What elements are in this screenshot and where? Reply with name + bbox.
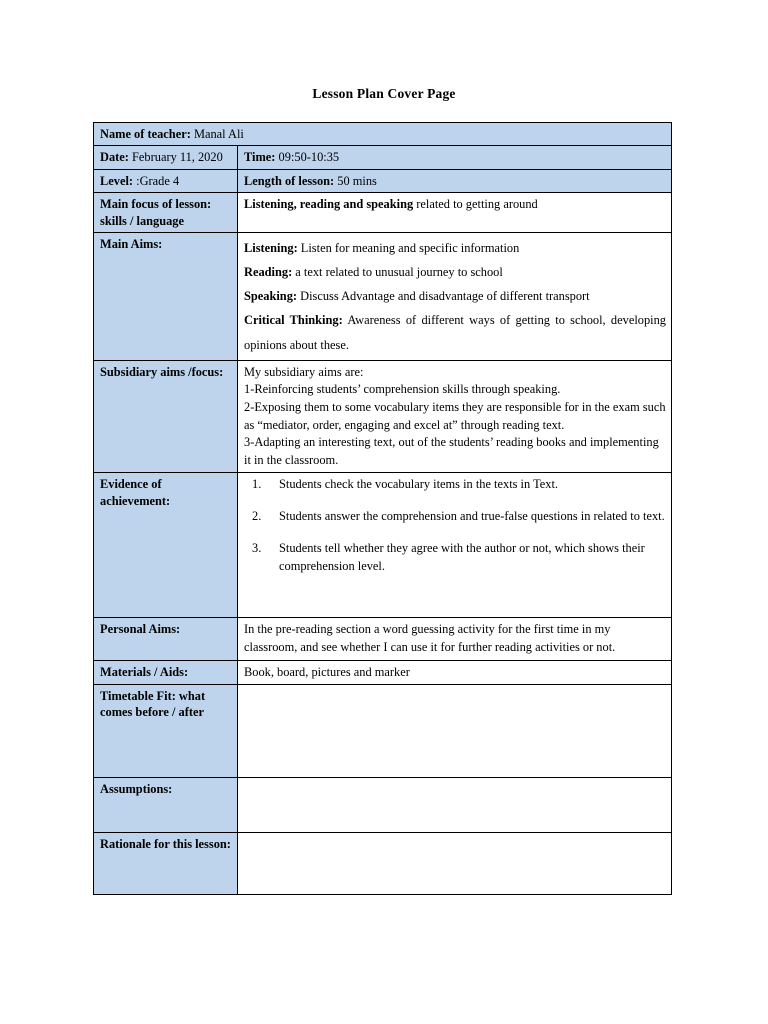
table-row-materials bbox=[94, 661, 672, 684]
table-row-teacher bbox=[94, 123, 672, 146]
lesson-plan-table bbox=[93, 122, 672, 895]
level-value: :Grade 4 bbox=[136, 173, 180, 188]
table-row-level-length bbox=[94, 169, 672, 192]
main-aims-item-text: Awareness of different ways of getting to school, developing opinions about these. bbox=[244, 313, 666, 352]
length-cell bbox=[238, 169, 672, 192]
rationale-label: Rationale for this lesson: bbox=[94, 832, 238, 894]
level-label: Level: bbox=[100, 173, 134, 188]
table-row-date-time bbox=[94, 146, 672, 169]
personal-aims-label: Personal Aims: bbox=[94, 618, 238, 661]
length-label: Length of lesson: bbox=[244, 173, 335, 188]
main-aims-label: Main Aims: bbox=[94, 232, 238, 360]
personal-aims-value: In the pre-reading section a word guessing activity for the first time in my classroom, and see whether I can use it for further reading activities or not. bbox=[244, 622, 616, 655]
main-aims-item-head: Listening: bbox=[244, 240, 298, 255]
list-item-text: Students answer the comprehension and true-false questions in related to text. bbox=[279, 509, 665, 524]
teacher-label: Name of teacher bbox=[100, 127, 187, 141]
list-item bbox=[244, 476, 666, 494]
personal-aims-value-cell bbox=[238, 618, 672, 661]
list-item bbox=[244, 508, 666, 526]
main-aims-item-head: Speaking: bbox=[244, 289, 298, 304]
length-value: 50 mins bbox=[337, 173, 377, 188]
date-cell bbox=[94, 146, 238, 169]
timetable-fit-value bbox=[238, 684, 672, 777]
timetable-fit-label: Timetable Fit: what comes before / after bbox=[94, 684, 238, 777]
main-focus-label: Main focus of lesson: skills / language bbox=[94, 193, 238, 233]
materials-value: Book, board, pictures and marker bbox=[238, 661, 672, 684]
page-title: Lesson Plan Cover Page bbox=[312, 86, 456, 101]
time-label: Time: bbox=[244, 150, 276, 165]
list-item-text: Students check the vocabulary items in the texts in Text. bbox=[279, 477, 559, 492]
table-row-subsidiary-aims bbox=[94, 360, 672, 473]
subsidiary-item: 1-Reinforcing students’ comprehension skills through speaking. bbox=[244, 382, 561, 397]
subsidiary-intro: My subsidiary aims are: bbox=[244, 364, 364, 379]
main-aims-item-text: Listen for meaning and specific information bbox=[297, 240, 520, 255]
date-value: February 11, 2020 bbox=[132, 150, 223, 165]
table-row-timetable-fit bbox=[94, 684, 672, 777]
list-item bbox=[244, 540, 666, 576]
subsidiary-aims-label: Subsidiary aims /focus: bbox=[94, 360, 238, 473]
teacher-value: Manal Ali bbox=[193, 127, 244, 141]
level-cell bbox=[94, 169, 238, 192]
main-focus-value-bold: Listening, reading and speaking bbox=[244, 197, 414, 212]
list-item-number: 1. bbox=[252, 477, 262, 492]
assumptions-label: Assumptions: bbox=[94, 777, 238, 832]
table-row-personal-aims bbox=[94, 618, 672, 661]
main-aims-item bbox=[244, 284, 666, 308]
main-aims-item bbox=[244, 236, 666, 260]
subsidiary-item: 2-Exposing them to some vocabulary items they are responsible for in the exam such as “mediator, order, engaging and excel at” through reading text. bbox=[244, 400, 666, 432]
main-aims-item bbox=[244, 260, 666, 284]
evidence-label: Evidence of achievement: bbox=[94, 473, 238, 618]
main-focus-value-cell bbox=[238, 193, 672, 233]
main-focus-value-rest: related to getting around bbox=[413, 197, 538, 212]
subsidiary-item: 3-Adapting an interesting text, out of the students’ reading books and implementing it in the classroom. bbox=[244, 435, 659, 467]
list-item-number: 3. bbox=[252, 541, 262, 556]
rationale-value bbox=[238, 832, 672, 894]
main-aims-item-head: Critical Thinking: bbox=[244, 313, 343, 328]
main-aims-item-text: Discuss Advantage and disadvantage of different transport bbox=[297, 289, 590, 304]
main-aims-value-cell bbox=[238, 232, 672, 360]
table-row-assumptions bbox=[94, 777, 672, 832]
list-item-number: 2. bbox=[252, 509, 262, 524]
table-row-main-focus bbox=[94, 193, 672, 233]
list-item-text: Students tell whether they agree with the author or not, which shows their comprehension level. bbox=[279, 541, 645, 574]
evidence-value-cell bbox=[238, 473, 672, 618]
main-aims-item bbox=[244, 308, 666, 356]
evidence-list bbox=[244, 476, 666, 576]
materials-label: Materials / Aids: bbox=[94, 661, 238, 684]
main-aims-item-text: a text related to unusual journey to school bbox=[292, 265, 503, 280]
teacher-label-suffix: : bbox=[186, 127, 191, 141]
date-label-suffix: : bbox=[124, 150, 129, 165]
subsidiary-aims-value-cell bbox=[238, 360, 672, 473]
time-cell bbox=[238, 146, 672, 169]
table-row-main-aims bbox=[94, 232, 672, 360]
teacher-cell bbox=[94, 123, 672, 146]
date-label: Date bbox=[100, 150, 125, 165]
table-row-evidence bbox=[94, 473, 672, 618]
assumptions-value bbox=[238, 777, 672, 832]
table-row-rationale bbox=[94, 832, 672, 894]
main-aims-item-head: Reading: bbox=[244, 265, 293, 280]
time-value: 09:50-10:35 bbox=[278, 150, 340, 165]
